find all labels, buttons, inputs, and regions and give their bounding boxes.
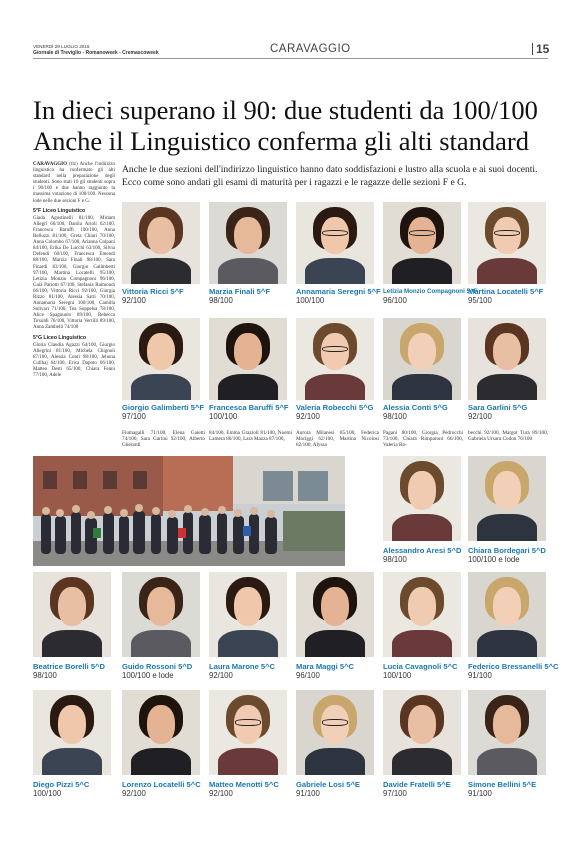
student-name: Giorgio Galimberti 5^F [122,403,205,412]
student-name: Vittoria Ricci 5^F [122,287,184,296]
student-caption [122,662,212,681]
student-caption [122,287,212,306]
student-score: 91/100 [468,789,492,798]
results-continued-2: 84/100, Emma Grazioli 81/100, Noemi Lamera 80/100, Lara Mazza 87/100, [209,430,292,443]
headline-line-1: In dieci superano il 90: due studenti da 100/100 [33,95,538,125]
section-title: CARAVAGGIO [270,43,351,55]
student-name: Alessandro Aresi 5^D [383,546,462,555]
student-caption [296,780,386,799]
student-score: 98/100 [383,555,407,564]
student-caption [383,287,478,306]
student-photo [468,318,546,400]
student-score: 92/100 [122,296,146,305]
results-list-5g: Gloria Claudia Agazzi 64/100, Giorgio Allegrini 81/100, Michela Chignoli 87/100, Alessia Conti 98/100, Jehona Cullhaj 64/100, Erica Dapoto 66/100, Matteo Desti 65/100, Chiara Fenni 77/100, Adele [33,342,115,379]
student-photo [122,690,200,775]
student-name: Martina Locatelli 5^F [468,287,544,296]
student-score: 91/100 [468,671,492,680]
student-name: Federico Bressanelli 5^C [468,662,559,671]
issue-date: VENERDÌ 29 LUGLIO 2016 [33,44,90,49]
results-continued-3: Aurora Milanesi 85/100, Federica Moriggi 62/100, Martina Nicolosi 82/100, Alyssa [296,430,379,449]
student-photo [33,572,111,657]
student-score: 96/100 [296,671,320,680]
student-caption [33,780,123,799]
student-score: 92/100 [122,789,146,798]
student-score: 100/100 [296,296,325,305]
student-caption [468,546,558,565]
student-photo [209,318,287,400]
header-rule [33,58,548,59]
student-photo [468,456,546,541]
intro-paragraph: Anche le due sezioni dell'indirizzo linguistico hanno dato soddisfazioni e lustro alla scuola e ai suoi docenti. Ecco come sono andati gli esami di maturità per i ragazzi e le ragazze delle sezioni F e G. [122,164,538,188]
student-caption [209,780,299,799]
student-name: Sara Garlini 5^G [468,403,528,412]
class-heading-5g: 5°G Liceo Linguistico [33,334,87,341]
student-name: Beatrice Borelli 5^D [33,662,105,671]
results-continued-4: Pagani 80/100, Giorgia Pedrocchi 73/100, Chiara Rimparoni 66/100, Valeria Ro- [383,430,463,449]
student-score: 95/100 [468,296,492,305]
student-photo [383,202,461,284]
student-photo [296,690,374,775]
student-name: Chiara Bordegari 5^D [468,546,546,555]
student-caption [122,403,212,422]
results-continued-1: Fiumagalli 71/100, Elena Gaietti 74/100, Sara Garlini 92/100, Alberto Gherardi [122,430,205,449]
student-score: 92/100 [209,789,233,798]
student-caption [468,780,558,799]
page-number: 15 [532,43,549,55]
student-caption [296,662,386,681]
student-score: 92/100 [296,412,320,421]
student-name: Guido Rossoni 5^D [122,662,193,671]
student-caption [33,662,123,681]
student-name: Alessia Conti 5^G [383,403,448,412]
student-photo [209,202,287,284]
student-score: 97/100 [122,412,146,421]
student-caption [296,403,386,422]
student-score: 98/100 [383,412,407,421]
student-photo [383,456,461,541]
student-caption [209,403,299,422]
student-photo [122,202,200,284]
student-score: 96/100 [383,296,407,305]
student-photo [468,572,546,657]
student-score: 92/100 [209,671,233,680]
results-continued-5: becchi 92/100, Margot Tura 89/100, Gabriela Ursaru Codon 76/100 [468,430,548,443]
student-caption [383,780,473,799]
student-photo [383,572,461,657]
article-body [33,162,115,381]
student-score: 100/100 [33,789,62,798]
student-name: Lorenzo Locatelli 5^C [122,780,201,789]
class-heading-5f: 5°F Liceo Linguistico [33,207,86,214]
student-photo [122,572,200,657]
student-photo [209,690,287,775]
student-name: Marzia Finali 5^F [209,287,270,296]
results-list-5f: Giada Agostinelli 81/100, Miriam Allegri 66/100, Danila Arioli 62/100, Francesca Baruffi 100/100, Anna Belluzzi 81/100, Greta Chiari 70/100, Anna Colombo 67/100, Arianna Colpani 84/100, Erika De Lucchi 63/100, Silvia Defendi 60/100, Francesca Emendi 88/100, Marzia Finali 98/100, Sara Finardi 83/100, Giorgio Galimberti 97/100, Martina Locatelli 95/100, Letizia Monzio Compagnoni 96/100, Gaia Pariotti 67/100, Stefania Raimondi 66/100, Vittoria Ricci 92/100, Giorgia Rizzo 81/100, Alessia Sarti 70/100, Annamaria Seregni 100/100, Camilla Solivari 71/100, Tea Soppelsa 78/100, Alice Spagnuolo 89/100, Rebecca Tirsoldi 76/100, Vittoria Verrilli 89/100, Anna Zambelli 74/100 [33,215,115,331]
student-name: Davide Fratelli 5^E [383,780,451,789]
student-name: Laura Marone 5^C [209,662,276,671]
student-caption [209,662,299,681]
student-score: 92/100 [468,412,492,421]
student-caption [383,546,473,565]
student-name: Matteo Menotti 5^C [209,780,279,789]
student-score: 100/100 e lode [468,555,520,564]
student-caption [468,403,558,422]
student-score: 100/100 [383,671,412,680]
student-photo [296,572,374,657]
paper-names: Giornale di Treviglio - Romanoweek - Cremascoweek [33,50,159,56]
student-photo [383,690,461,775]
student-caption [383,662,473,681]
student-photo [296,202,374,284]
student-photo [383,318,461,400]
student-name: Annamaria Seregni 5^F [296,287,381,296]
student-score: 98/100 [209,296,233,305]
student-caption [468,287,558,306]
student-score: 97/100 [383,789,407,798]
student-score: 100/100 [209,412,238,421]
student-caption [383,403,473,422]
student-name: Simone Bellini 5^E [468,780,537,789]
lead-paragraph: (tlz) Anche l'indirizzo linguistico ha confermato gli alti standard nella preparazione degli studenti. Sono stati 10 gli studenti sopra i 90/100 e due hanno raggiunto la massima votazione di 100/100. Nessuna lode nelle due sezioni F e G. [33,162,115,204]
student-photo [33,690,111,775]
student-caption [468,662,558,681]
student-name: Francesca Baruffi 5^F [209,403,289,412]
student-photo [296,318,374,400]
student-name: Lucia Cavagnoli 5^C [383,662,458,671]
student-photo [468,202,546,284]
student-score: 100/100 e lode [122,671,174,680]
student-name: Valeria Robecchi 5^G [296,403,374,412]
student-photo [209,572,287,657]
student-photo [122,318,200,400]
student-name: Letizia Monzio Compagnoni 5^F [383,288,478,295]
masthead [33,44,159,56]
student-photo [468,690,546,775]
student-caption [209,287,299,306]
group-photo [33,456,345,566]
group-photo-image [33,456,345,566]
student-score: 91/100 [296,789,320,798]
student-name: Gabriele Losi 5^E [296,780,360,789]
dateline: CARAVAGGIO [33,162,67,167]
headline-line-2: Anche il Linguistico conferma gli alti standard [33,126,529,156]
student-name: Diego Pizzi 5^C [33,780,90,789]
student-caption [122,780,212,799]
student-score: 98/100 [33,671,57,680]
student-caption [296,287,386,306]
headline [33,95,553,157]
student-name: Mara Maggi 5^C [296,662,355,671]
